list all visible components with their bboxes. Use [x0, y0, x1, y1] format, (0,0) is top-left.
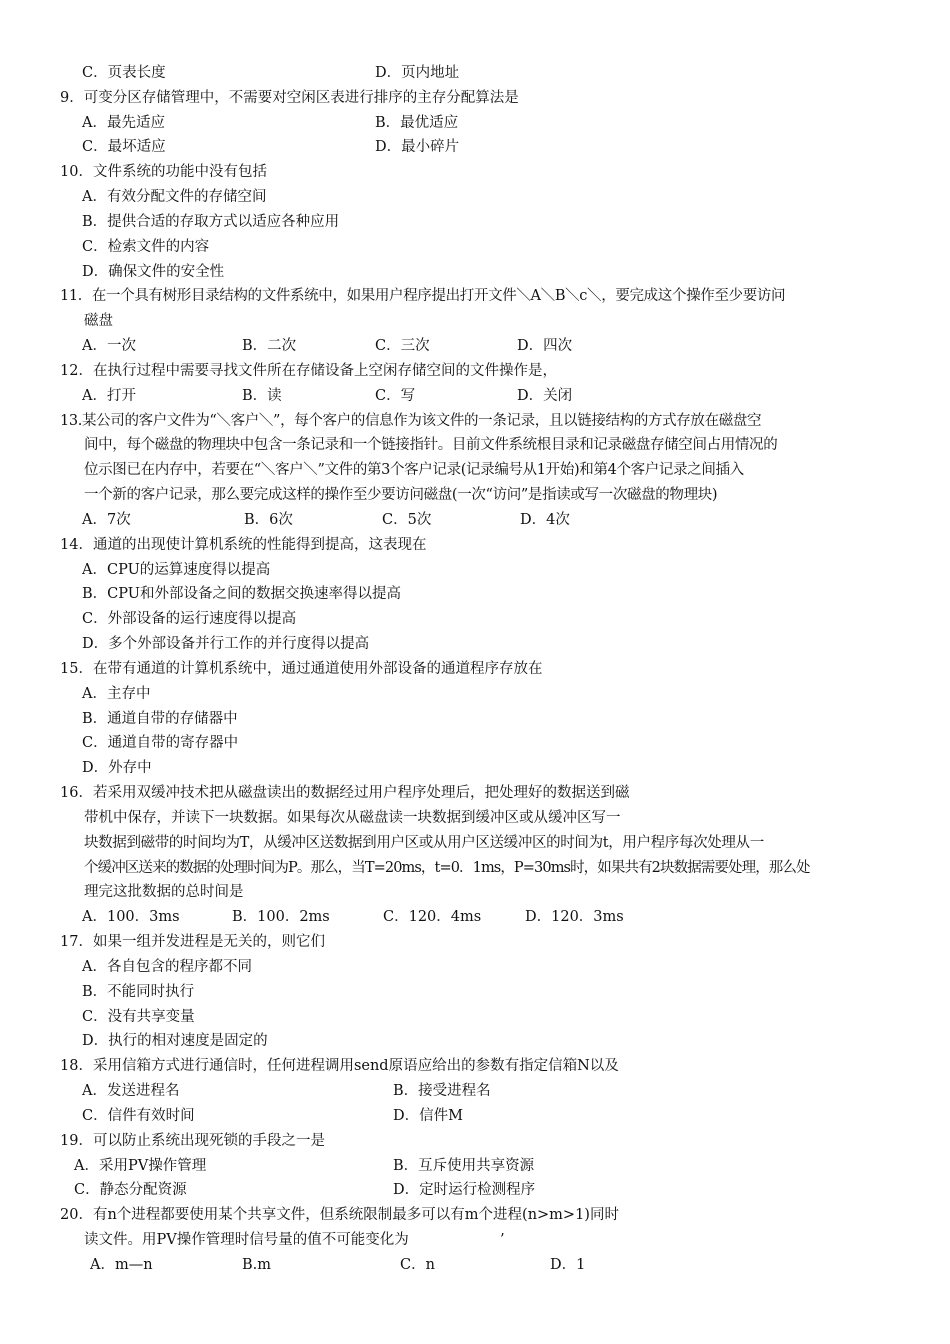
answer-option: C．写	[375, 388, 416, 404]
answer-option: D．4次	[520, 512, 570, 528]
question-text-line: 理完这批数据的总时间是	[84, 884, 244, 900]
question-stem: 11．在一个具有树形目录结构的文件系统中，如果用户程序提出打开文件＼A＼B＼c＼，要完成这个操作至少要访问	[60, 288, 786, 304]
answer-option: A．各自包含的程序都不同	[82, 959, 252, 975]
question-text-line: 磁盘	[84, 313, 113, 329]
question-stem: 9．可变分区存储管理中，不需要对空闲区表进行排序的主存分配算法是	[60, 90, 519, 106]
question-stem: 13.某公司的客户文件为“＼客户＼”，每个客户的信息作为该文件的一条记录，且以链接结构的方式存放在磁盘空	[60, 413, 762, 429]
answer-option: A．7次	[82, 512, 131, 528]
answer-option: D．四次	[517, 338, 573, 354]
answer-option: C．检索文件的内容	[82, 239, 210, 255]
answer-option: B．CPU和外部设备之间的数据交换速率得以提高	[82, 586, 401, 602]
question-text-line: 间中，每个磁盘的物理块中包含一条记录和一个链接指针。目前文件系统根目录和记录磁盘存储空间占用情况的	[84, 437, 778, 453]
answer-option: B．读	[242, 388, 282, 404]
answer-option: A．CPU的运算速度得以提高	[82, 562, 271, 578]
answer-option: A．m—n	[90, 1257, 153, 1273]
question-text-line: 块数据到磁带的时间均为T，从缓冲区送数据到用户区或从用户区送缓冲区的时间为t，用户程序每次处理从一	[84, 835, 764, 851]
answer-option: D．关闭	[517, 388, 573, 404]
answer-option: C．信件有效时间	[82, 1108, 195, 1124]
answer-option: A．100．3ms	[82, 909, 180, 925]
answer-option: D．信件M	[393, 1108, 463, 1124]
answer-option: B．互斥使用共享资源	[393, 1158, 535, 1174]
question-stem: 14．通道的出现使计算机系统的性能得到提高，这表现在	[60, 537, 427, 553]
answer-option: B．最优适应	[375, 115, 459, 131]
question-stem: 12．在执行过程中需要寻找文件所在存储设备上空闲存储空间的文件操作是，	[60, 363, 557, 379]
answer-option: D．页内地址	[375, 65, 460, 81]
answer-option: D．1	[550, 1257, 586, 1273]
question-text-line: 位示图已在内存中，若要在“＼客户＼”文件的第3个客户记录(记录编号从1开始)和第4个客户记录之间插入	[84, 462, 744, 478]
answer-option: C．最坏适应	[82, 139, 166, 155]
answer-option: B.m	[242, 1257, 272, 1273]
question-stem: 16．若采用双缓冲技术把从磁盘读出的数据经过用户程序处理后，把处理好的数据送到磁	[60, 785, 630, 801]
answer-option: D．执行的相对速度是固定的	[82, 1033, 268, 1049]
answer-option: B．通道自带的存储器中	[82, 711, 238, 727]
answer-option: A．打开	[82, 388, 136, 404]
answer-option: C．外部设备的运行速度得以提高	[82, 611, 297, 627]
answer-option: A．采用PV操作管理	[74, 1158, 207, 1174]
answer-option: C．静态分配资源	[74, 1182, 187, 1198]
question-stem: 20．有n个进程都要使用某个共享文件，但系统限制最多可以有m个进程(n>m>1)同时	[60, 1207, 619, 1223]
question-text-line: 个缓冲区送来的数据的处理时间为P。那么，当T=20ms，t=0．1ms，P=30ms时，如果共有2块数据需要处理，那么处	[84, 860, 810, 876]
answer-option: B．6次	[244, 512, 293, 528]
answer-option: C．页表长度	[82, 65, 166, 81]
answer-option: C．三次	[375, 338, 430, 354]
answer-option: C．n	[400, 1257, 435, 1273]
answer-option: D．多个外部设备并行工作的并行度得以提高	[82, 636, 370, 652]
question-text-line: 一个新的客户记录，那么要完成这样的操作至少要访问磁盘(一次“访问”是指读或写一次磁盘的物理块)	[84, 487, 718, 503]
question-stem: 10．文件系统的功能中没有包括	[60, 164, 267, 180]
answer-option: A．有效分配文件的存储空间	[82, 189, 267, 205]
question-stem: 19．可以防止系统出现死锁的手段之一是	[60, 1133, 325, 1149]
answer-option: B．二次	[242, 338, 297, 354]
answer-option: C．120．4ms	[383, 909, 482, 925]
answer-option: B．接受进程名	[393, 1083, 491, 1099]
answer-option: C．没有共享变量	[82, 1009, 195, 1025]
answer-option: D．确保文件的安全性	[82, 264, 225, 280]
answer-option: A．最先适应	[82, 115, 165, 131]
question-stem: 15．在带有通道的计算机系统中，通过通道使用外部设备的通道程序存放在	[60, 661, 543, 677]
answer-option: A．发送进程名	[82, 1083, 180, 1099]
answer-option: C．通道自带的寄存器中	[82, 735, 239, 751]
question-text-line: 读文件。用PV操作管理时信号量的值不可能变化为	[84, 1232, 409, 1248]
answer-option: C．5次	[382, 512, 432, 528]
question-text-line: 带机中保存，并读下一块数据。如果每次从磁盘读一块数据到缓冲区或从缓冲区写一	[84, 810, 621, 826]
answer-option: A．主存中	[82, 686, 151, 702]
answer-option: B．不能同时执行	[82, 984, 195, 1000]
answer-option: B．提供合适的存取方式以适应各种应用	[82, 214, 340, 230]
answer-option: A．一次	[82, 338, 136, 354]
answer-option: D．外存中	[82, 760, 152, 776]
answer-option: D．120．3ms	[525, 909, 624, 925]
question-stem: 17．如果一组并发进程是无关的，则它们	[60, 934, 325, 950]
answer-option: B．100．2ms	[232, 909, 330, 925]
question-stem: 18．采用信箱方式进行通信时，任何进程调用send原语应给出的参数有指定信箱N以及	[60, 1058, 619, 1074]
answer-option: D．最小碎片	[375, 139, 460, 155]
answer-option: D．定时运行检测程序	[393, 1182, 536, 1198]
question-text-line: ’	[500, 1232, 505, 1248]
